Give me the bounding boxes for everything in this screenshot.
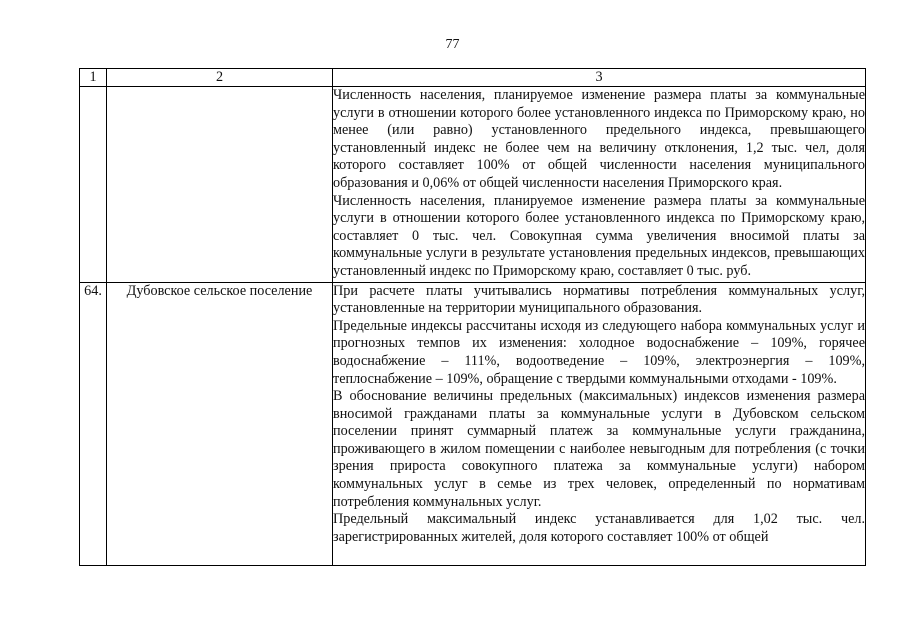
table-row-64 bbox=[80, 282, 866, 565]
row-number-cell: 64. bbox=[80, 282, 107, 565]
description-cell bbox=[333, 87, 866, 283]
description-content bbox=[333, 283, 865, 565]
document-table bbox=[79, 68, 866, 566]
paragraph: Предельные индексы рассчитаны исходя из следующего набора коммунальных услуг и прогнозных темпов их изменения: холодное водоснабжение – 109%, горячее водоснабжение – 111%, водоотведение – 109%, электроэнергия – 109%, теплоснабжение – 109%, обращение с твердыми коммунальными отходами - 109%. bbox=[333, 317, 865, 387]
municipality-name-cell: Дубовское сельское поселение bbox=[107, 282, 333, 565]
description-cell bbox=[333, 282, 866, 565]
paragraph: В обоснование величины предельных (максимальных) индексов изменения размера вносимой гражданами платы за коммунальные услуги в Дубовском сельском поселении принят суммарный платеж за коммунальные услуги гражданина, проживающего в жилом помещении с наиболее невыгодным для потребления (с точки зрения прироста совокупного платежа за коммунальные услуги) набором коммунальных услуг в семье из трех человек, определенный по нормативам потребления коммунальных услуг. bbox=[333, 388, 865, 510]
header-col-2: 2 bbox=[107, 69, 333, 87]
paragraph: Предельный максимальный индекс устанавливается для 1,02 тыс. чел. зарегистрированных жителей, доля которого составляет 100% от общей bbox=[333, 511, 865, 545]
paragraph: Численность населения, планируемое изменение размера платы за коммунальные услуги в отношении которого более установленного индекса по Приморскому краю, составляет 0 тыс. чел. Совокупная сумма увеличения вносимой платы за коммунальные услуги в результате установления предельных индексов, превышающих установленный индекс по Приморскому краю, составляет 0 тыс. руб. bbox=[333, 192, 865, 279]
municipality-name-cell bbox=[107, 87, 333, 283]
paragraph: При расчете платы учитывались нормативы потребления коммунальных услуг, установленные на территории муниципального образования. bbox=[333, 282, 865, 317]
page-number: 77 bbox=[445, 37, 460, 52]
row-number-cell bbox=[80, 87, 107, 283]
table-row-continuation bbox=[80, 87, 866, 283]
paragraph: Численность населения, планируемое изменение размера платы за коммунальные услуги в отношении которого более установленного индекса по Приморскому краю, но менее (или равно) установленного предельного индекса, превышающего установленный индекс не более чем на величину отклонения, 1,2 тыс. чел, доля которого составляет 100% от общей численности населения муниципального образования и 0,06% от общей численности населения Приморского края. bbox=[333, 87, 865, 191]
header-col-3: 3 bbox=[333, 69, 866, 87]
header-col-1: 1 bbox=[80, 69, 107, 87]
table-header-row bbox=[80, 69, 866, 87]
